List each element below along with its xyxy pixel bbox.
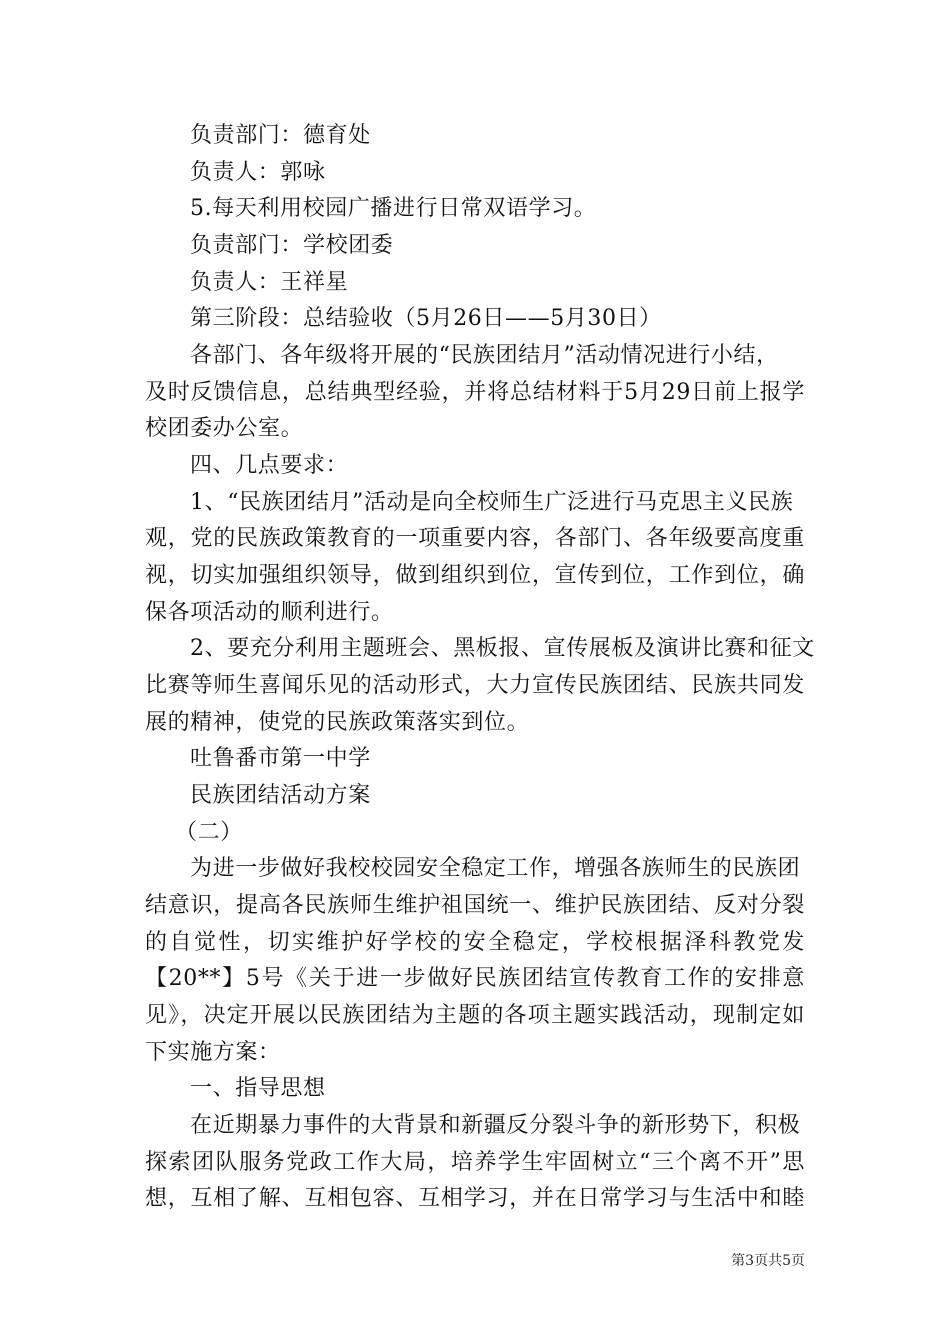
paragraph-line: 想，互相了解、互相包容、互相学习，并在日常学习与生活中和睦	[145, 1186, 805, 1211]
document-title: 民族团结活动方案	[190, 783, 371, 808]
paragraph-line: 2、要充分利用主题班会、黑板报、宣传展板及演讲比赛和征文	[190, 636, 815, 661]
paragraph-line: 在近期暴力事件的大背景和新疆反分裂斗争的新形势下，积极	[190, 1113, 801, 1138]
text-line: 第三阶段：总结验收（5月26日——5月30日）	[190, 306, 662, 331]
paragraph-line: 1、“民族团结月”活动是向全校师生广泛进行马克思主义民族	[190, 490, 794, 515]
paragraph-line: 观，党的民族政策教育的一项重要内容，各部门、各年级要高度重	[145, 526, 805, 551]
paragraph-line: 的自觉性，切实维护好学校的安全稳定，学校根据泽科教党发	[145, 930, 805, 955]
paragraph-line: 展的精神，使党的民族政策落实到位。	[145, 710, 530, 735]
paragraph-line: 校团委办公室。	[145, 416, 304, 441]
paragraph-line: 结意识，提高各民族师生维护祖国统一、维护民族团结、反对分裂	[145, 893, 805, 918]
section-heading: 一、指导思想	[190, 1076, 326, 1101]
page-number-footer: 第3页共5页	[731, 1253, 805, 1269]
paragraph-line: 为进一步做好我校校园安全稳定工作，增强各族师生的民族团	[190, 856, 801, 881]
text-line: 负责人：郭咏	[190, 160, 326, 185]
paragraph-line: 比赛等师生喜闻乐见的活动形式，大力宣传民族团结、民族共同发	[145, 673, 805, 698]
text-line: 5.每天利用校园广播进行日常双语学习。	[190, 196, 597, 221]
text-line: 负责人：王祥星	[190, 270, 349, 295]
text-line: 负责部门：学校团委	[190, 233, 394, 258]
paragraph-line: 见》，决定开展以民族团结为主题的各项主题实践活动，现制定如	[145, 1003, 805, 1028]
section-heading: 四、几点要求：	[190, 453, 349, 478]
school-name: 吐鲁番市第一中学	[190, 746, 371, 771]
paragraph-line: 【20**】5号《关于进一步做好民族团结宣传教育工作的安排意	[145, 966, 805, 991]
paragraph-line: 各部门、各年级将开展的“民族团结月”活动情况进行小结，	[190, 343, 779, 368]
paragraph-line: 保各项活动的顺利进行。	[145, 600, 394, 625]
text-line: 负责部门：德育处	[190, 123, 371, 148]
section-number: （二）	[175, 820, 243, 845]
paragraph-line: 探索团队服务党政工作大局，培养学生牢固树立“三个离不开”思	[145, 1150, 805, 1175]
paragraph-line: 及时反馈信息，总结典型经验，并将总结材料于5月29日前上报学	[145, 380, 805, 405]
paragraph-line: 视，切实加强组织领导，做到组织到位，宣传到位，工作到位，确	[145, 563, 805, 588]
paragraph-line: 下实施方案：	[145, 1040, 281, 1065]
